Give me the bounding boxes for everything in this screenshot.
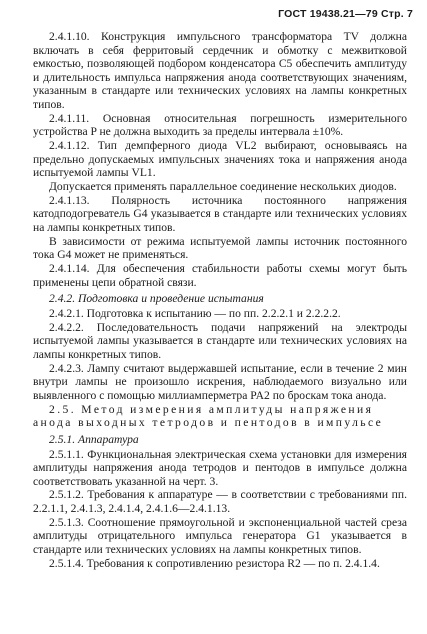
paragraph-2-4-1-10: 2.4.1.10. Конструкция импульсного трансформатора TV должна включать в себя ферритовый сердечник и обмотку с межвитковой емкостью, позволяющей подбором конденсатора C5 обеспечить амплитуду и длительность импульса напряжения анода соответствующих значениям, указанным в стандарте или технических условиях на лампы конкретных типов. [33, 30, 407, 111]
paragraph-2-4-2-3: 2.4.2.3. Лампу считают выдержавшей испытание, если в течение 2 мин внутри лампы не произошло искрения, наблюдаемого визуально или выявленного с помощью миллиамперметра PA2 по броскам тока анода. [33, 361, 407, 402]
section-title-2-5: 2.5. Метод измерения амплитуды напряжения анода выходных тетродов и пентодов в импульсе [33, 402, 384, 430]
section-heading-2-5-1: 2.5.1. Аппаратура [49, 432, 139, 446]
page-header: ГОСТ 19438.21—79 Стр. 7 [278, 8, 413, 20]
paragraph-2-4-1-13: 2.4.1.13. Полярность источника постоянного напряжения катодподогреватель G4 указывается в стандарте или технических условиях на лампы конкретных типов. [33, 193, 407, 235]
paragraph-2-4-1-11: 2.4.1.11. Основная относительная погрешность измерительного устройства P не должна выходить за пределы интервала ±10%. [33, 111, 407, 139]
paragraph-2-5-1-1: 2.5.1.1. Функциональная электрическая схема установки для измерения амплитуды напряжения анода тетродов и пентодов в импульсе должна соответствовать указанной на черт. 3. [33, 447, 407, 488]
paragraph-2-4-2-1: 2.4.2.1. Подготовка к испытанию — по пп. 2.2.2.1 и 2.2.2.2. [49, 307, 341, 320]
paragraph-diodes-parallel: Допускается применять параллельное соединение нескольких диодов. [49, 180, 397, 194]
paragraph-2-4-2-2: 2.4.2.2. Последовательность подачи напряжений на электроды испытуемой лампы указывается в стандарте или технических условиях на лампы конкретных типов. [33, 320, 407, 361]
document-body [33, 30, 407, 571]
paragraph-2-4-1-14: 2.4.1.14. Для обеспечения стабильности работы схемы могут быть применены цепи обратной связи. [33, 262, 407, 289]
paragraph-2-5-1-3: 2.5.1.3. Соотношение прямоугольной и экспоненциальной частей среза амплитуды отрицательного импульса генератора G1 указывается в стандарте или технических условиях на лампы конкретных типов. [33, 515, 407, 557]
paragraph-2-5-1-4: 2.5.1.4. Требования к сопротивлению резистора R2 — по п. 2.4.1.4. [49, 556, 380, 570]
paragraph-2-5-1-2: 2.5.1.2. Требования к аппаратуре — в соответствии с требованиями пп. 2.2.1.1, 2.4.1.3, 2.4.1.4, 2.4.1.6—2.4.1.13. [33, 488, 407, 516]
section-heading-2-4-2: 2.4.2. Подготовка и проведение испытания [49, 292, 264, 306]
paragraph-g4-optional: В зависимости от режима испытуемой лампы источник постоянного тока G4 может не применяться. [33, 234, 407, 262]
paragraph-2-4-1-12: 2.4.1.12. Тип демпферного диода VL2 выбирают, основываясь на предельно допускаемых импульсных значениях тока и напряжения анода испытуемой лампы VL1. [33, 139, 407, 180]
